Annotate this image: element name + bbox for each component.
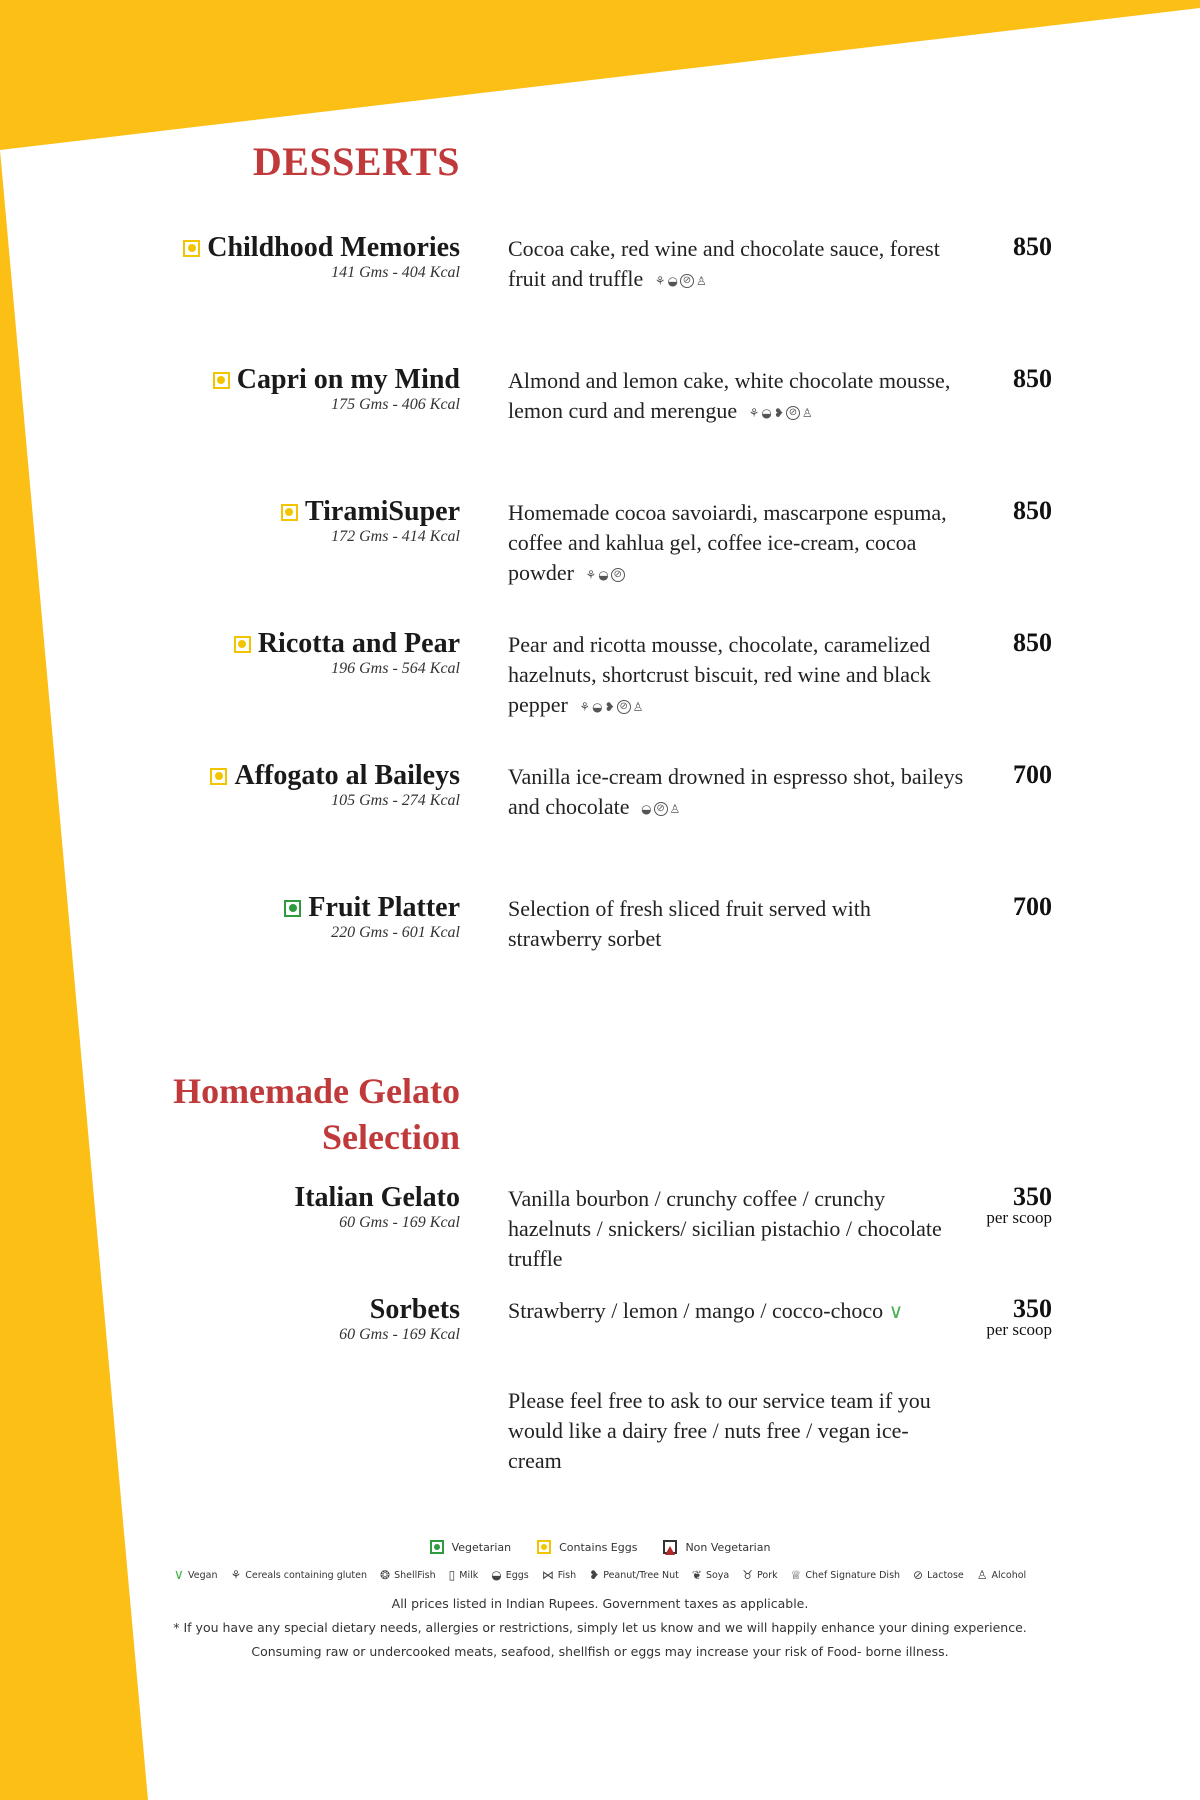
item-description: Vanilla ice-cream drowned in espresso shot, baileys and chocolate [508,764,964,819]
legend-milk: ▯ Milk [448,1568,479,1582]
footer-health-warning: Consuming raw or undercooked meats, seafood, shellfish or eggs may increase your risk of Food- borne illness. [251,1644,949,1659]
item-price: 700 [1013,760,1052,789]
item-name: Affogato al Baileys [234,760,460,791]
contains-eggs-marker [537,1540,551,1554]
item-description: Strawberry / lemon / mango / cocco-choco [508,1298,884,1323]
allergen-icons [655,274,707,288]
item-description: Vanilla bourbon / crunchy coffee / crunchy hazelnuts / snickers/ sicilian pistachio / chocolate truffle [508,1186,942,1271]
legend-eggs: ◒ Eggs [491,1568,529,1582]
item-name: Capri on my Mind [236,364,460,395]
nut-icon: ❥ [604,699,615,714]
legend-vegan: ∨ Vegan [173,1567,218,1583]
vegan-icon: ∨ [888,1299,904,1323]
price-unit: per scoop [986,1320,1052,1339]
cereal-icon: ⚘ [585,567,597,582]
legend-nut: ❥ Peanut/Tree Nut [589,1568,679,1582]
allergen-icons [749,406,813,420]
legend-fish: ⋈ Fish [541,1568,577,1582]
item-price: 850 [1013,364,1052,393]
vegan-icon: ∨ [173,1567,185,1583]
legend-lactose: ⊘ Lactose [913,1568,964,1582]
item-name: Ricotta and Pear [257,628,460,659]
contains-eggs-marker [210,768,227,785]
cereal-icon: ⚘ [579,699,591,714]
nut-icon: ❥ [773,405,784,420]
pork-icon: ♉ [742,1568,754,1582]
milk-icon: ▯ [448,1568,456,1582]
item-weight-kcal: 172 Gms - 414 Kcal [331,528,460,545]
cereal-icon: ⚘ [230,1568,242,1582]
legend-alcohol: ♙ Alcohol [976,1568,1027,1582]
allergen-icons [585,568,624,582]
egg-icon: ◒ [598,567,609,582]
egg-icon: ◒ [641,801,652,816]
item-price: 850 [1013,628,1052,657]
contains-eggs-marker [213,372,230,389]
lactose-icon: ⊘ [680,274,694,288]
allergen-icons [641,802,680,816]
item-name: Fruit Platter [308,892,460,923]
contains-eggs-marker [183,240,200,257]
shellfish-icon: ❂ [380,1568,391,1582]
contains-eggs-marker [281,504,298,521]
item-price: 850 [1013,496,1052,525]
egg-icon: ◒ [667,273,678,288]
alcohol-icon: ♙ [632,699,644,714]
footer-prices-note: All prices listed in Indian Rupees. Government taxes as applicable. [391,1596,809,1611]
contains-eggs-marker [234,636,251,653]
lactose-icon: ⊘ [786,406,800,420]
fish-icon: ⋈ [541,1568,554,1582]
legend-non-vegetarian: Non Vegetarian [663,1540,770,1554]
marker-legend [0,1540,1200,1554]
vegetarian-marker [430,1540,444,1554]
item-description: Selection of fresh sliced fruit served with strawberry sorbet [508,896,871,951]
item-description: Homemade cocoa savoiardi, mascarpone espuma, coffee and kahlua gel, coffee ice-cream, cocoa powder [508,500,947,585]
vegetarian-marker [284,900,301,917]
egg-icon: ◒ [592,699,603,714]
nut-icon: ❥ [589,1568,600,1582]
legend-soya: ❦ Soya [691,1568,730,1582]
item-weight-kcal: 196 Gms - 564 Kcal [331,660,460,677]
legend-pork: ♉ Pork [742,1568,778,1582]
price-unit: per scoop [986,1208,1052,1227]
legend-contains-eggs: Contains Eggs [537,1540,637,1554]
item-weight-kcal: 105 Gms - 274 Kcal [331,792,460,809]
item-description: Pear and ricotta mousse, chocolate, caramelized hazelnuts, shortcrust biscuit, red wine and black pepper [508,632,931,717]
lactose-icon: ⊘ [654,802,668,816]
item-name: Italian Gelato [294,1182,460,1213]
item-description: Almond and lemon cake, white chocolate mousse, lemon curd and merengue [508,368,951,423]
item-weight-kcal: 141 Gms - 404 Kcal [331,264,460,281]
item-weight-kcal: 175 Gms - 406 Kcal [331,396,460,413]
item-name: Sorbets [369,1294,460,1325]
item-name: TiramiSuper [304,496,460,527]
item-price [986,1182,1052,1228]
egg-icon: ◒ [491,1568,502,1582]
legend-chef-signature: ♕ Chef Signature Dish [790,1568,901,1582]
desserts-title: DESSERTS [252,139,460,184]
allergen-legend [0,1567,1200,1583]
footer-dietary-note: * If you have any special dietary needs, allergies or restrictions, simply let us know and we will happily enhance your dining experience. [173,1620,1027,1635]
legend-shellfish: ❂ ShellFish [380,1568,436,1582]
gelato-title [60,1068,460,1160]
item-price [986,1294,1052,1340]
price-value: 350 [1013,1294,1052,1323]
egg-icon: ◒ [761,405,772,420]
item-price: 700 [1013,892,1052,921]
legend-vegetarian: Vegetarian [430,1540,512,1554]
lactose-icon: ⊘ [611,568,625,582]
item-price: 850 [1013,232,1052,261]
chef-hat-icon: ♕ [790,1568,802,1582]
alcohol-icon: ♙ [976,1568,988,1582]
item-description: Cocoa cake, red wine and chocolate sauce, forest fruit and truffle [508,236,940,291]
gelato-title-line2: Selection [322,1117,460,1157]
cereal-icon: ⚘ [748,405,760,420]
non-vegetarian-marker [663,1540,677,1554]
item-weight-kcal: 60 Gms - 169 Kcal [339,1214,460,1231]
allergen-icons [579,700,643,714]
alcohol-icon: ♙ [801,405,813,420]
alcohol-icon: ♙ [695,273,707,288]
alcohol-icon: ♙ [669,801,681,816]
price-value: 350 [1013,1182,1052,1211]
lactose-icon: ⊘ [617,700,631,714]
cereal-icon: ⚘ [654,273,666,288]
soya-icon: ❦ [691,1568,702,1582]
dietary-note: Please feel free to ask to our service team if you would like a dairy free / nuts free / vegan ice-cream [508,1388,931,1473]
item-name: Childhood Memories [207,232,460,263]
gelato-title-line1: Homemade Gelato [173,1071,460,1111]
item-weight-kcal: 220 Gms - 601 Kcal [331,924,460,941]
legend-gluten: ⚘ Cereals containing gluten [230,1568,368,1582]
lactose-icon: ⊘ [913,1568,924,1582]
item-weight-kcal: 60 Gms - 169 Kcal [339,1326,460,1343]
